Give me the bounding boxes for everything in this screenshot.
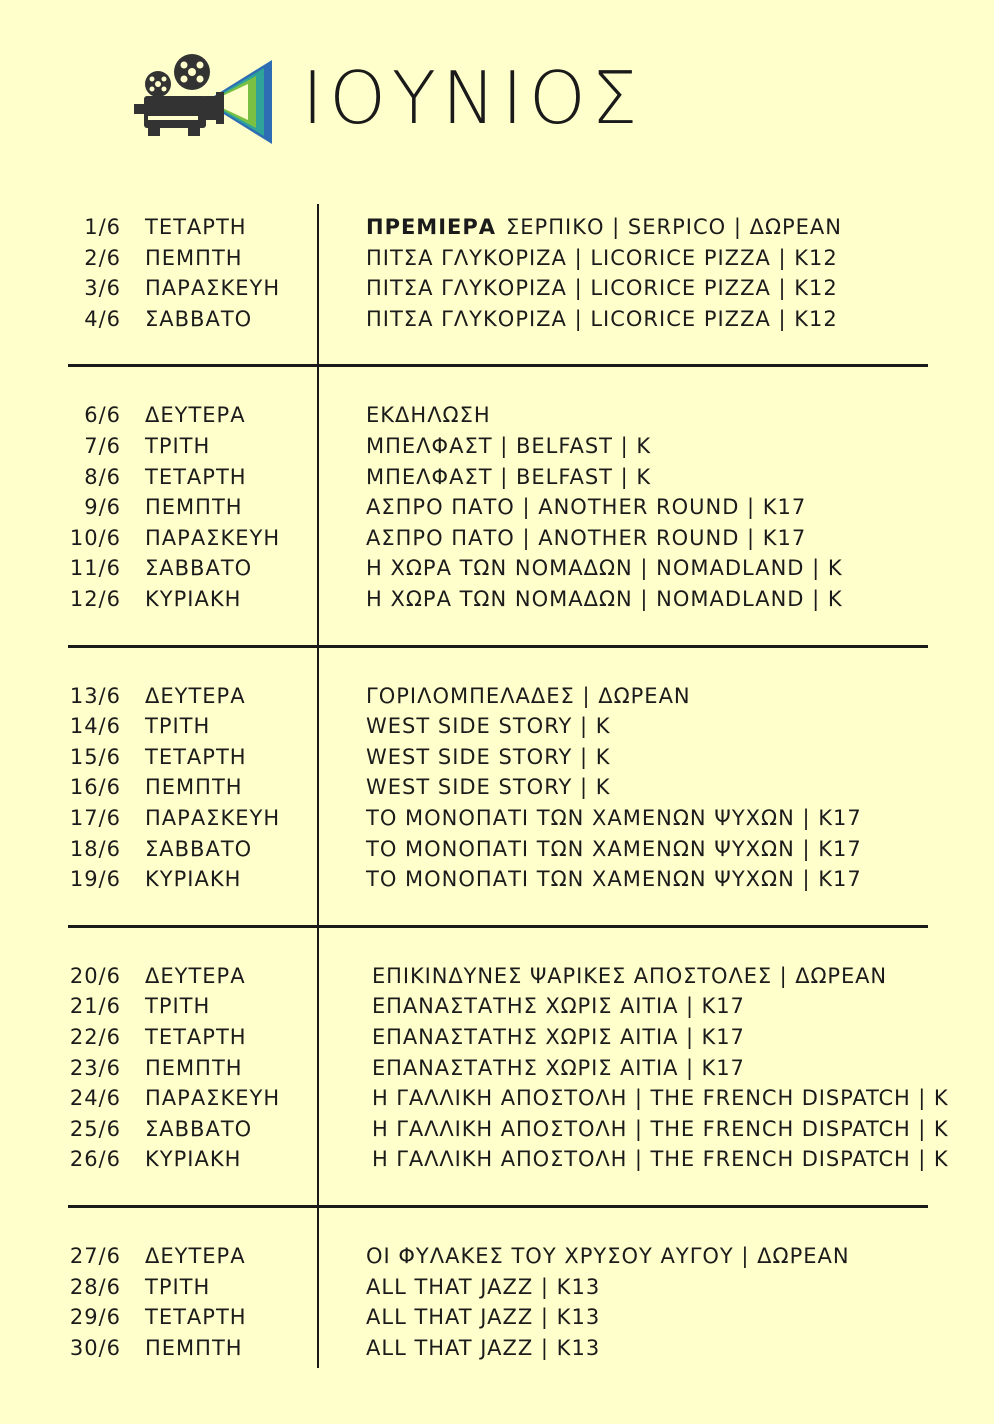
film-name: ΓΟΡΙΛΟΜΠΕΛΑΔΕΣ | ΔΩΡΕΑΝ <box>366 684 691 708</box>
schedule-row <box>0 834 994 864</box>
film-name: ALL THAT JAZZ | Κ13 <box>366 1336 601 1360</box>
weekday-label: ΤΕΤΑΡΤΗ <box>145 465 247 489</box>
film-title <box>366 492 806 522</box>
schedule-row <box>0 400 994 430</box>
weekday-label: ΠΑΡΑΣΚΕΥΗ <box>145 1086 281 1110</box>
film-title <box>366 681 691 711</box>
schedule-row <box>0 553 994 583</box>
date-label: 12/6 <box>69 587 121 611</box>
film-name: ΕΠΑΝΑΣΤΑΤΗΣ ΧΩΡΙΣ ΑΙΤΙΑ | Κ17 <box>372 1025 745 1049</box>
schedule-row <box>0 273 994 303</box>
film-name: Η ΓΑΛΛΙΚΗ ΑΠΟΣΤΟΛΗ | THE FRENCH DISPATCH | Κ <box>372 1086 949 1110</box>
film-title <box>366 864 862 894</box>
film-name: ΕΠΙΚΙΝΔΥΝΕΣ ΨΑΡΙΚΕΣ ΑΠΟΣΤΟΛΕΣ | ΔΩΡΕΑΝ <box>372 964 888 988</box>
date-label: 10/6 <box>69 526 121 550</box>
schedule-row <box>0 492 994 522</box>
date-label: 23/6 <box>69 1056 121 1080</box>
weekday-label: ΠΕΜΠΤΗ <box>145 495 243 519</box>
schedule-row <box>0 1053 994 1083</box>
date-label: 13/6 <box>69 684 121 708</box>
week-separator <box>68 1205 928 1208</box>
film-title <box>366 462 651 492</box>
schedule-row <box>0 1333 994 1363</box>
weekday-label: ΣΑΒΒΑΤΟ <box>145 556 253 580</box>
film-name: ΣΕΡΠΙΚΟ | SERPICO | ΔΩΡΕΑΝ <box>506 215 843 239</box>
schedule-row <box>0 864 994 894</box>
film-title <box>366 553 843 583</box>
weekday-label: ΣΑΒΒΑΤΟ <box>145 837 253 861</box>
weekday-label: ΤΡΙΤΗ <box>145 994 211 1018</box>
film-title <box>366 1302 600 1332</box>
week-separator <box>68 645 928 648</box>
weekday-label: ΠΑΡΑΣΚΕΥΗ <box>145 276 281 300</box>
week-separator <box>68 925 928 928</box>
date-label: 24/6 <box>69 1086 121 1110</box>
weekday-label: ΤΕΤΑΡΤΗ <box>145 1305 247 1329</box>
film-name: WEST SIDE STORY | Κ <box>366 775 611 799</box>
film-name: ALL THAT JAZZ | Κ13 <box>366 1305 601 1329</box>
film-name: ΟΙ ΦΥΛΑΚΕΣ ΤΟΥ ΧΡΥΣΟΥ ΑΥΓΟΥ | ΔΩΡΕΑΝ <box>366 1244 850 1268</box>
date-label: 2/6 <box>84 246 121 270</box>
film-title <box>372 1053 745 1083</box>
film-projector-icon <box>130 52 272 148</box>
date-label: 14/6 <box>69 714 121 738</box>
date-label: 28/6 <box>69 1275 121 1299</box>
film-name: ΤΟ ΜΟΝΟΠΑΤΙ ΤΩΝ ΧΑΜΕΝΩΝ ΨΥΧΩΝ | Κ17 <box>366 867 862 891</box>
film-name: ΕΚΔΗΛΩΣΗ <box>366 403 491 427</box>
weekday-label: ΣΑΒΒΑΤΟ <box>145 1117 253 1141</box>
film-name: ΠΙΤΣΑ ΓΛΥΚΟΡΙΖΑ | LICORICE PIZZA | Κ12 <box>366 307 838 331</box>
schedule-row <box>0 711 994 741</box>
date-label: 27/6 <box>69 1244 121 1268</box>
film-name: WEST SIDE STORY | Κ <box>366 714 611 738</box>
schedule-row <box>0 462 994 492</box>
film-name: ΕΠΑΝΑΣΤΑΤΗΣ ΧΩΡΙΣ ΑΙΤΙΑ | Κ17 <box>372 1056 745 1080</box>
film-title <box>366 273 838 303</box>
film-title <box>372 961 887 991</box>
weekday-label: ΣΑΒΒΑΤΟ <box>145 307 253 331</box>
date-label: 7/6 <box>84 434 121 458</box>
film-title <box>366 304 838 334</box>
schedule-row <box>0 772 994 802</box>
weekday-label: ΚΥΡΙΑΚΗ <box>145 587 242 611</box>
film-title <box>366 1333 600 1363</box>
film-title <box>366 523 806 553</box>
film-title <box>366 772 610 802</box>
date-label: 30/6 <box>69 1336 121 1360</box>
film-name: ΜΠΕΛΦΑΣΤ | BELFAST | Κ <box>366 465 652 489</box>
schedule-row <box>0 991 994 1021</box>
film-name: Η ΓΑΛΛΙΚΗ ΑΠΟΣΤΟΛΗ | THE FRENCH DISPATCH | Κ <box>372 1147 949 1171</box>
date-label: 3/6 <box>84 276 121 300</box>
date-label: 22/6 <box>69 1025 121 1049</box>
film-title <box>372 1114 949 1144</box>
film-title <box>372 991 745 1021</box>
date-label: 4/6 <box>84 307 121 331</box>
schedule-row <box>0 803 994 833</box>
film-title <box>372 1083 949 1113</box>
film-name: Η ΓΑΛΛΙΚΗ ΑΠΟΣΤΟΛΗ | THE FRENCH DISPATCH | Κ <box>372 1117 949 1141</box>
film-title <box>366 584 843 614</box>
date-label: 26/6 <box>69 1147 121 1171</box>
film-name: ΜΠΕΛΦΑΣΤ | BELFAST | Κ <box>366 434 652 458</box>
weekday-label: ΤΕΤΑΡΤΗ <box>145 1025 247 1049</box>
date-label: 17/6 <box>69 806 121 830</box>
film-title <box>366 742 610 772</box>
weekday-label: ΔΕΥΤΕΡΑ <box>145 403 246 427</box>
film-name: Η ΧΩΡΑ ΤΩΝ ΝΟΜΑΔΩΝ | NOMADLAND | Κ <box>366 587 843 611</box>
film-title <box>366 431 651 461</box>
schedule-row <box>0 1144 994 1174</box>
date-label: 20/6 <box>69 964 121 988</box>
film-name: ALL THAT JAZZ | Κ13 <box>366 1275 601 1299</box>
schedule-row <box>0 742 994 772</box>
weekday-label: ΔΕΥΤΕΡΑ <box>145 964 246 988</box>
film-title <box>366 1241 850 1271</box>
film-name: ΤΟ ΜΟΝΟΠΑΤΙ ΤΩΝ ΧΑΜΕΝΩΝ ΨΥΧΩΝ | Κ17 <box>366 806 862 830</box>
film-name: Η ΧΩΡΑ ΤΩΝ ΝΟΜΑΔΩΝ | NOMADLAND | Κ <box>366 556 843 580</box>
schedule-row <box>0 1272 994 1302</box>
film-title <box>366 400 491 430</box>
date-label: 1/6 <box>84 215 121 239</box>
weekday-label: ΤΕΤΑΡΤΗ <box>145 215 247 239</box>
date-label: 19/6 <box>69 867 121 891</box>
date-label: 18/6 <box>69 837 121 861</box>
film-title <box>366 834 862 864</box>
film-title <box>372 1144 949 1174</box>
schedule-row <box>0 1083 994 1113</box>
schedule-row <box>0 523 994 553</box>
schedule-row <box>0 681 994 711</box>
film-name: WEST SIDE STORY | Κ <box>366 745 611 769</box>
weekday-label: ΠΑΡΑΣΚΕΥΗ <box>145 526 281 550</box>
weekday-label: ΔΕΥΤΕΡΑ <box>145 684 246 708</box>
weekday-label: ΠΕΜΠΤΗ <box>145 1056 243 1080</box>
film-title <box>366 243 838 273</box>
film-name: ΤΟ ΜΟΝΟΠΑΤΙ ΤΩΝ ΧΑΜΕΝΩΝ ΨΥΧΩΝ | Κ17 <box>366 837 862 861</box>
date-label: 6/6 <box>84 403 121 427</box>
date-label: 8/6 <box>84 465 121 489</box>
weekday-label: ΚΥΡΙΑΚΗ <box>145 867 242 891</box>
date-label: 21/6 <box>69 994 121 1018</box>
film-title <box>366 711 610 741</box>
film-name: ΑΣΠΡΟ ΠΑΤΟ | ANOTHER ROUND | Κ17 <box>366 526 807 550</box>
schedule-row <box>0 1241 994 1271</box>
film-title <box>366 212 842 242</box>
schedule-row <box>0 1114 994 1144</box>
film-name: ΠΙΤΣΑ ΓΛΥΚΟΡΙΖΑ | LICORICE PIZZA | Κ12 <box>366 276 838 300</box>
film-title <box>372 1022 745 1052</box>
week-separator <box>68 364 928 367</box>
film-title <box>366 803 862 833</box>
weekday-label: ΤΡΙΤΗ <box>145 714 211 738</box>
schedule-row <box>0 243 994 273</box>
premiere-tag: ΠΡΕΜΙΕΡΑ <box>366 215 497 239</box>
weekday-label: ΠΕΜΠΤΗ <box>145 246 243 270</box>
schedule-row <box>0 961 994 991</box>
film-name: ΑΣΠΡΟ ΠΑΤΟ | ANOTHER ROUND | Κ17 <box>366 495 807 519</box>
weekday-label: ΤΡΙΤΗ <box>145 434 211 458</box>
schedule-row <box>0 584 994 614</box>
film-name: ΕΠΑΝΑΣΤΑΤΗΣ ΧΩΡΙΣ ΑΙΤΙΑ | Κ17 <box>372 994 745 1018</box>
schedule-row <box>0 1302 994 1332</box>
film-title <box>366 1272 600 1302</box>
date-label: 25/6 <box>69 1117 121 1141</box>
weekday-label: ΠΕΜΠΤΗ <box>145 775 243 799</box>
date-label: 16/6 <box>69 775 121 799</box>
date-label: 29/6 <box>69 1305 121 1329</box>
schedule-row <box>0 212 994 242</box>
weekday-label: ΚΥΡΙΑΚΗ <box>145 1147 242 1171</box>
weekday-label: ΤΕΤΑΡΤΗ <box>145 745 247 769</box>
schedule-row <box>0 431 994 461</box>
date-label: 15/6 <box>69 745 121 769</box>
schedule-row <box>0 304 994 334</box>
weekday-label: ΔΕΥΤΕΡΑ <box>145 1244 246 1268</box>
month-title: ΙΟΥΝΙΟΣ <box>302 56 644 140</box>
weekday-label: ΠΕΜΠΤΗ <box>145 1336 243 1360</box>
film-name: ΠΙΤΣΑ ΓΛΥΚΟΡΙΖΑ | LICORICE PIZZA | Κ12 <box>366 246 838 270</box>
header <box>130 52 650 152</box>
date-label: 9/6 <box>84 495 121 519</box>
date-label: 11/6 <box>69 556 121 580</box>
weekday-label: ΠΑΡΑΣΚΕΥΗ <box>145 806 281 830</box>
schedule-row <box>0 1022 994 1052</box>
weekday-label: ΤΡΙΤΗ <box>145 1275 211 1299</box>
